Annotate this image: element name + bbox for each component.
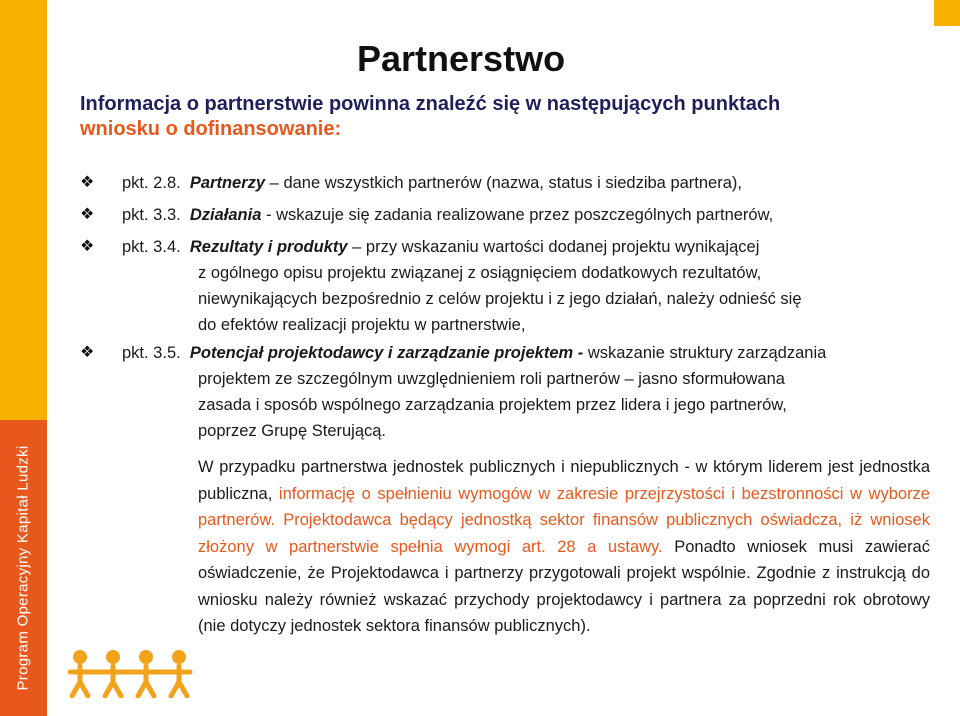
item-separator: – (265, 174, 284, 192)
list-item (80, 340, 930, 444)
item-continuation: poprzez Grupę Sterującą. (198, 422, 387, 440)
diamond-bullet-icon: ❖ (80, 174, 95, 191)
item-text: wskazanie struktury zarządzania (587, 344, 827, 362)
subtitle-line-1: Informacja o partnerstwie powinna znaleźć się w następujących punktach (80, 93, 781, 115)
list-item (80, 202, 930, 228)
diamond-bullet-icon: ❖ (80, 238, 95, 255)
sidebar-band-top (0, 0, 47, 420)
subtitle-line-2: wniosku o dofinansowanie: (80, 118, 342, 140)
list-item (80, 170, 930, 196)
paragraph-highlight: informację o spełnieniu wymogów w zakresie przejrzystości i bezstronności w wyborze partnerów. Projektodawca będący jednostką sektor finansów publicznych oświadcza, iż wniosek złożony w partnerstwie spełnia wymogi art. 28 a ustawy. (198, 484, 930, 556)
slide-subtitle (80, 92, 940, 142)
item-text: dane wszystkich partnerów (nazwa, status i siedziba partnera), (283, 174, 742, 192)
people-chain-logo-icon (68, 648, 194, 698)
item-separator: – (347, 238, 366, 256)
item-continuation: z ogólnego opisu projektu związanej z osiągnięciem dodatkowych rezultatów, (198, 264, 762, 282)
item-number: pkt. 3.5. (122, 344, 181, 362)
body-paragraph (80, 454, 930, 640)
paragraph-text: W przypadku partnerstwa jednostek publicznych i niepublicznych - w którym liderem jest jednostka publiczna, (198, 458, 930, 503)
diamond-bullet-icon: ❖ (80, 206, 95, 223)
item-continuation: projektem ze szczególnym uwzględnieniem roli partnerów – jasno sformułowana (198, 370, 785, 388)
paragraph-text: Ponadto wniosek musi zawierać oświadczenie, że Projektodawca i partnerzy przygotowali projekt wspólnie. Zgodnie z instrukcją do wniosku należy również wskazać przychody projektodawcy i partnera za poprzedni rok obrotowy (nie dotyczy jednostek sektora finansów publicznych). (198, 537, 930, 635)
item-separator: - (261, 206, 277, 224)
item-text: wskazuje się zadania realizowane przez poszczególnych partnerów, (276, 206, 774, 224)
item-continuation: niewynikających bezpośrednio z celów projektu i z jego działań, należy odnieść się (198, 290, 802, 308)
slide-content (80, 170, 930, 656)
item-number: pkt. 3.3. (122, 206, 181, 224)
item-continuation: do efektów realizacji projektu w partnerstwie, (198, 316, 526, 334)
item-key: Partnerzy (189, 174, 266, 192)
item-number: pkt. 3.4. (122, 238, 181, 256)
slide-title: Partnerstwo (357, 38, 566, 79)
item-key: Rezultaty i produkty (189, 238, 348, 256)
diamond-bullet-icon: ❖ (80, 344, 95, 361)
item-key: Działania (189, 206, 262, 224)
corner-decoration (934, 0, 960, 26)
item-key: Potencjał projektodawcy i zarządzanie projektem - (189, 344, 584, 362)
list-item (80, 234, 930, 338)
sidebar-label: Program Operacyjny Kapitał Ludzki (14, 445, 32, 691)
item-number: pkt. 2.8. (122, 174, 181, 192)
item-text: przy wskazaniu wartości dodanej projektu wynikającej (365, 238, 760, 256)
item-continuation: zasada i sposób wspólnego zarządzania projektem przez lidera i jego partnerów, (198, 396, 787, 414)
